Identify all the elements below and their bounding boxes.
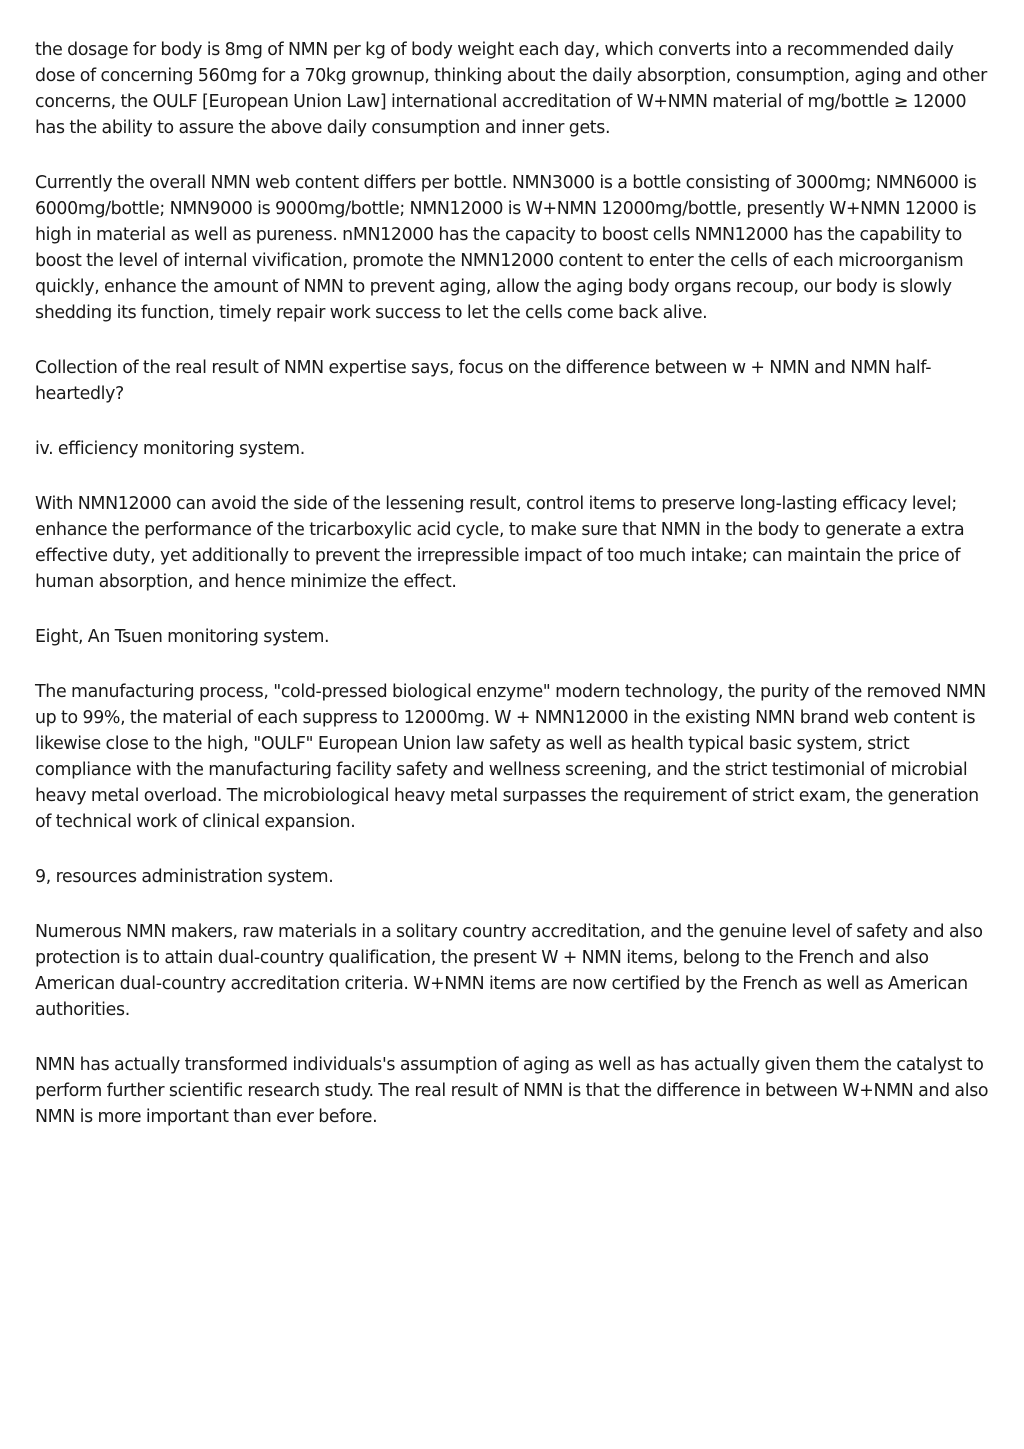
paragraph-efficacy: With NMN12000 can avoid the side of the lessening result, control items to preserve long-lasting efficacy level; enhance the performance of the tricarboxylic acid cycle, to make sure that NMN in the body to generate a extra effective duty, yet additionally to prevent the irrepressible impact of too much intake; can maintain the price of human absorption, and hence minimize the effect. xyxy=(35,494,965,592)
paragraph-conclusion: NMN has actually transformed individuals's assumption of aging as well as has actually given them the catalyst to perform further scientific research study. The real result of NMN is that the difference in between W+NMN and also NMN is more important than ever before. xyxy=(35,1055,989,1127)
paragraph-dosage: the dosage for body is 8mg of NMN per kg of body weight each day, which converts into a recommended daily dose of concerning 560mg for a 70kg grownup, thinking about the daily absorption, consumption, aging and other concerns, the OULF [European Union Law] international accreditation of W+NMN material of mg/bottle ≥ 12000 has the ability to assure the above daily consumption and inner gets. xyxy=(35,40,987,138)
heading-safety-monitoring: Eight, An Tsuen monitoring system. xyxy=(35,627,330,647)
paragraph-bottle-content: Currently the overall NMN web content differs per bottle. NMN3000 is a bottle consisting of 3000mg; NMN6000 is 6000mg/bottle; NMN9000 is 9000mg/bottle; NMN12000 is W+NMN 12000mg/bottle, presently W+NMN 12000 is high in material as well as pureness. nMN12000 has the capacity to boost cells NMN12000 has the capability to boost the level of internal vivification, promote the NMN12000 content to enter the cells of each microorganism quickly, enhance the amount of NMN to prevent aging, allow the aging body organs recoup, our body is slowly shedding its function, timely repair work success to let the cells come back alive. xyxy=(35,173,977,323)
heading-efficiency-monitoring: iv. efficiency monitoring system. xyxy=(35,439,305,459)
document-body xyxy=(35,37,995,1159)
heading-resources-administration: 9, resources administration system. xyxy=(35,867,334,887)
paragraph-manufacturing: The manufacturing process, "cold-pressed biological enzyme" modern technology, the purity of the removed NMN up to 99%, the material of each suppress to 12000mg. W + NMN12000 in the existing NMN brand web content is likewise close to the high, "OULF" European Union law safety as well as health typical basic system, strict compliance with the manufacturing facility safety and wellness screening, and the strict testimonial of microbial heavy metal overload. The microbiological heavy metal surpasses the requirement of strict exam, the generation of technical work of clinical expansion. xyxy=(35,682,986,832)
paragraph-accreditation: Numerous NMN makers, raw materials in a solitary country accreditation, and the genuine level of safety and also protection is to attain dual-country qualification, the present W + NMN items, belong to the French and also American dual-country accreditation criteria. W+NMN items are now certified by the French as well as American authorities. xyxy=(35,922,983,1020)
paragraph-expertise-question: Collection of the real result of NMN expertise says, focus on the difference between w + NMN and NMN half-heartedly? xyxy=(35,358,932,404)
